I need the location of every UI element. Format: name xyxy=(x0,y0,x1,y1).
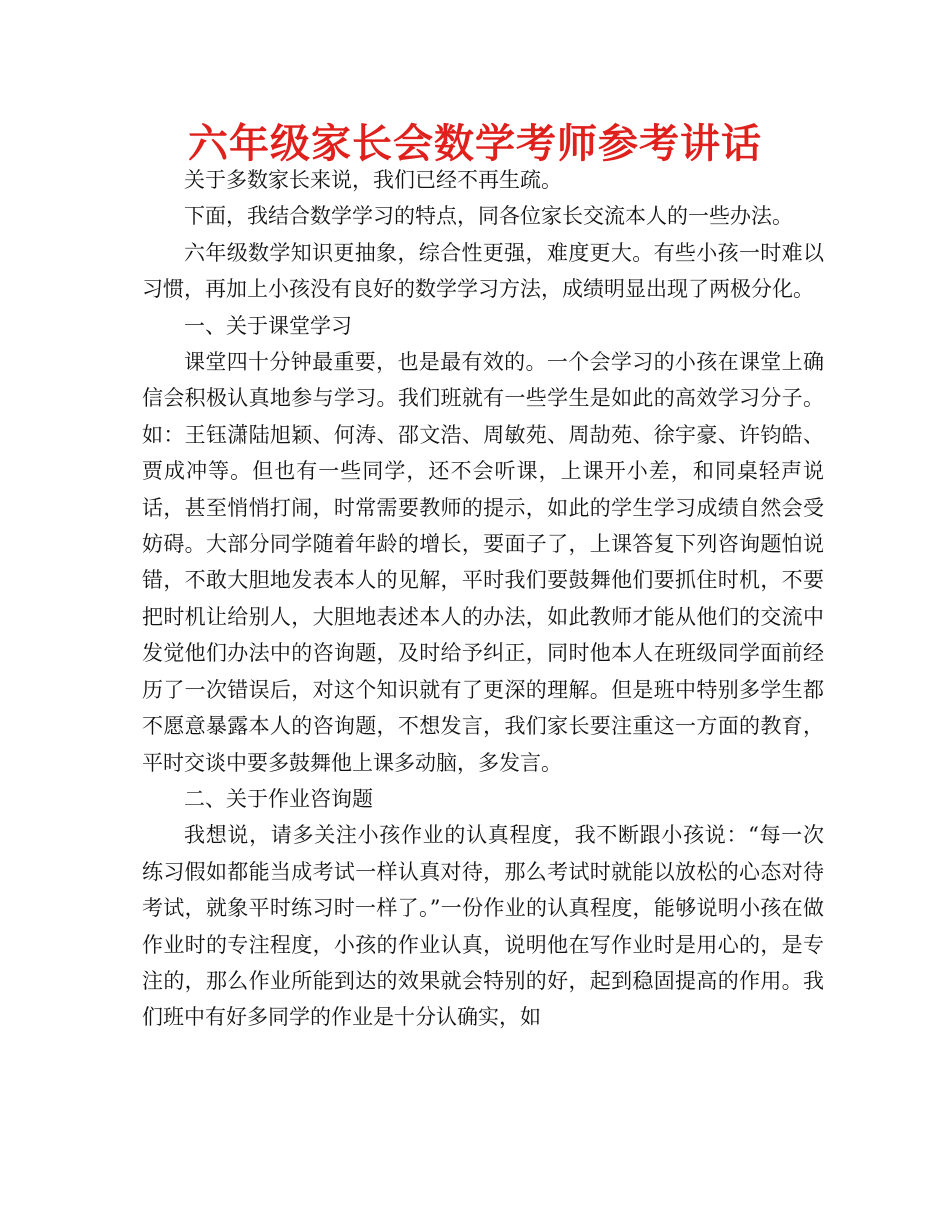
section-heading-classroom: 一、关于课堂学习 xyxy=(184,313,352,338)
document-body xyxy=(142,162,824,1036)
document-title: 六年级家长会数学考师参考讲话 xyxy=(188,120,762,167)
paragraph-intro: 关于多数家长来说，我们已经不再生疏。 xyxy=(184,168,562,192)
paragraph-overview: 六年级数学知识更抽象，综合性更强，难度更大。有些小孩一时难以习惯，再加上小孩没有良好的数学学习方法，成绩明显出现了两极分化。 xyxy=(142,240,824,302)
paragraph-homework: 我想说，请多关注小孩作业的认真程度，我不断跟小孩说：“每一次练习假如都能当成考试一样认真对待，那么考试时就能以放松的心态对待考试，就象平时练习时一样了。”一份作业的认真程度，能够说明小孩在做作业时的专注程度，小孩的作业认真，说明他在写作业时是用心的，是专注的，那么作业所能到达的效果就会特别的好，起到稳固提高的作用。我们班中有好多同学的作业是十分认确实，如 xyxy=(142,823,824,1030)
paragraph-classroom: 课堂四十分钟最重要，也是最有效的。一个会学习的小孩在课堂上确信会积极认真地参与学习。我们班就有一些学生是如此的高效学习分子。如：王钰潇陆旭颖、何涛、邵文浩、周敏苑、周劼苑、徐宇豪、许钧皓、贾成冲等。但也有一些同学，还不会听课，上课开小差，和同桌轻声说话，甚至悄悄打闹，时常需要教师的提示，如此的学生学习成绩自然会受妨碍。大部分同学随着年龄的增长，要面子了，上课答复下列咨询题怕说错，不敢大胆地发表本人的见解，平时我们要鼓舞他们要抓住时机，不要把时机让给别人，大胆地表述本人的办法，如此教师才能从他们的交流中发觉他们办法中的咨询题，及时给予纠正，同时他本人在班级同学面前经历了一次错误后，对这个知识就有了更深的理解。但是班中特别多学生都不愿意暴露本人的咨询题，不想发言，我们家长要注重这一方面的教育，平时交谈中要多鼓舞他上课多动脑，多发言。 xyxy=(142,350,824,775)
paragraph-purpose: 下面，我结合数学学习的特点，同各位家长交流本人的一些办法。 xyxy=(184,204,793,229)
section-heading-homework: 二、关于作业咨询题 xyxy=(184,786,373,811)
